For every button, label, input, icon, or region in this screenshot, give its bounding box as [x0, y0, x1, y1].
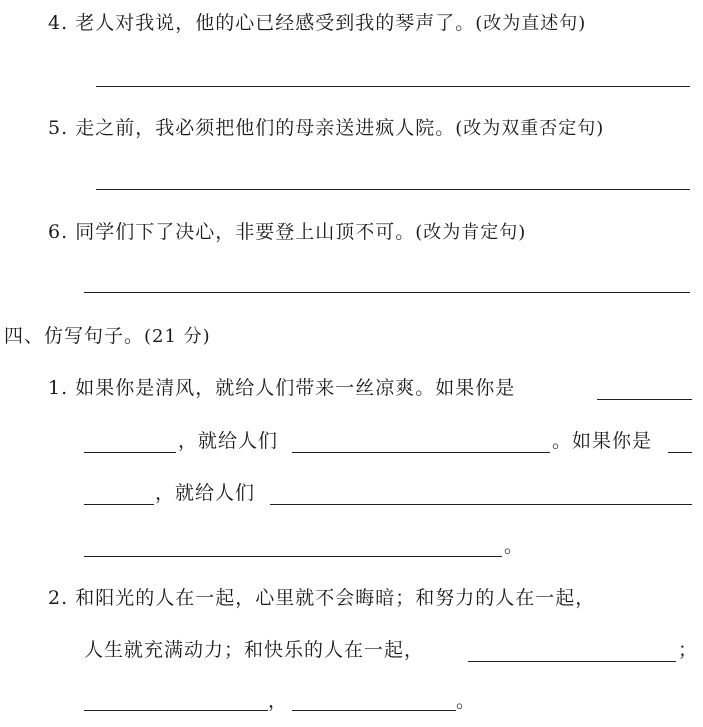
section-4-score: (21 分) — [144, 326, 211, 347]
question-5 — [48, 119, 604, 138]
item-1-number: 1. — [48, 377, 69, 399]
item-1-line-1 — [48, 379, 515, 398]
item-1-line-2b — [552, 432, 652, 451]
question-6-number: 6. — [48, 221, 69, 243]
question-6 — [48, 223, 526, 242]
item-1-text-1: 如果你是清风，就给人们带来一丝凉爽。如果你是 — [75, 377, 516, 399]
question-4-text: 老人对我说，他的心已经感受到我的琴声了。 — [75, 12, 476, 34]
item-1-text-2b: 。如果你是 — [552, 430, 653, 452]
question-6-instruction: (改为肯定句) — [415, 222, 527, 243]
item-1-blank-1[interactable] — [597, 399, 692, 400]
question-4-instruction: (改为直述句) — [475, 13, 587, 34]
item-1-end: 。 — [504, 535, 525, 557]
item-2-text-1: 和阳光的人在一起，心里就不会晦暗；和努力的人在一起， — [75, 587, 596, 609]
item-2-line-3-mid — [268, 692, 288, 711]
item-2-period: 。 — [456, 690, 477, 712]
item-2-line-2 — [84, 641, 424, 660]
item-1-line-2a — [178, 432, 278, 451]
item-1-line-3 — [155, 484, 255, 503]
answer-line-6[interactable] — [84, 292, 690, 293]
item-2-blank-2[interactable] — [84, 710, 268, 711]
section-4-title: 四、仿写句子。 — [4, 325, 145, 347]
item-1-text-3: ，就给人们 — [155, 482, 256, 504]
item-1-blank-4[interactable] — [668, 452, 692, 453]
item-1-line-4 — [504, 537, 524, 556]
item-1-blank-7[interactable] — [84, 556, 502, 557]
item-1-blank-5[interactable] — [84, 504, 154, 505]
item-2-blank-3[interactable] — [292, 710, 456, 711]
question-4-number: 4. — [48, 12, 69, 34]
item-2-text-2: 人生就充满动力；和快乐的人在一起， — [84, 639, 425, 661]
item-2-line-1 — [48, 589, 595, 608]
answer-line-4[interactable] — [96, 86, 690, 87]
question-6-text: 同学们下了决心，非要登上山顶不可。 — [75, 221, 416, 243]
question-5-instruction: (改为双重否定句) — [455, 118, 605, 139]
question-5-number: 5. — [48, 117, 69, 139]
item-2-semicolon: ； — [678, 639, 699, 661]
item-2-comma: ， — [268, 690, 289, 712]
item-1-text-2a: ，就给人们 — [178, 430, 279, 452]
section-4-heading — [4, 327, 211, 346]
question-4 — [48, 14, 586, 33]
item-2-line-3-end — [456, 692, 476, 711]
item-1-blank-3[interactable] — [292, 452, 550, 453]
question-5-text: 走之前，我必须把他们的母亲送进疯人院。 — [75, 117, 456, 139]
item-1-blank-6[interactable] — [270, 504, 692, 505]
answer-line-5[interactable] — [96, 189, 690, 190]
item-2-line-2-end — [678, 641, 698, 660]
item-2-blank-1[interactable] — [468, 661, 676, 662]
item-1-blank-2[interactable] — [84, 452, 176, 453]
item-2-number: 2. — [48, 587, 69, 609]
